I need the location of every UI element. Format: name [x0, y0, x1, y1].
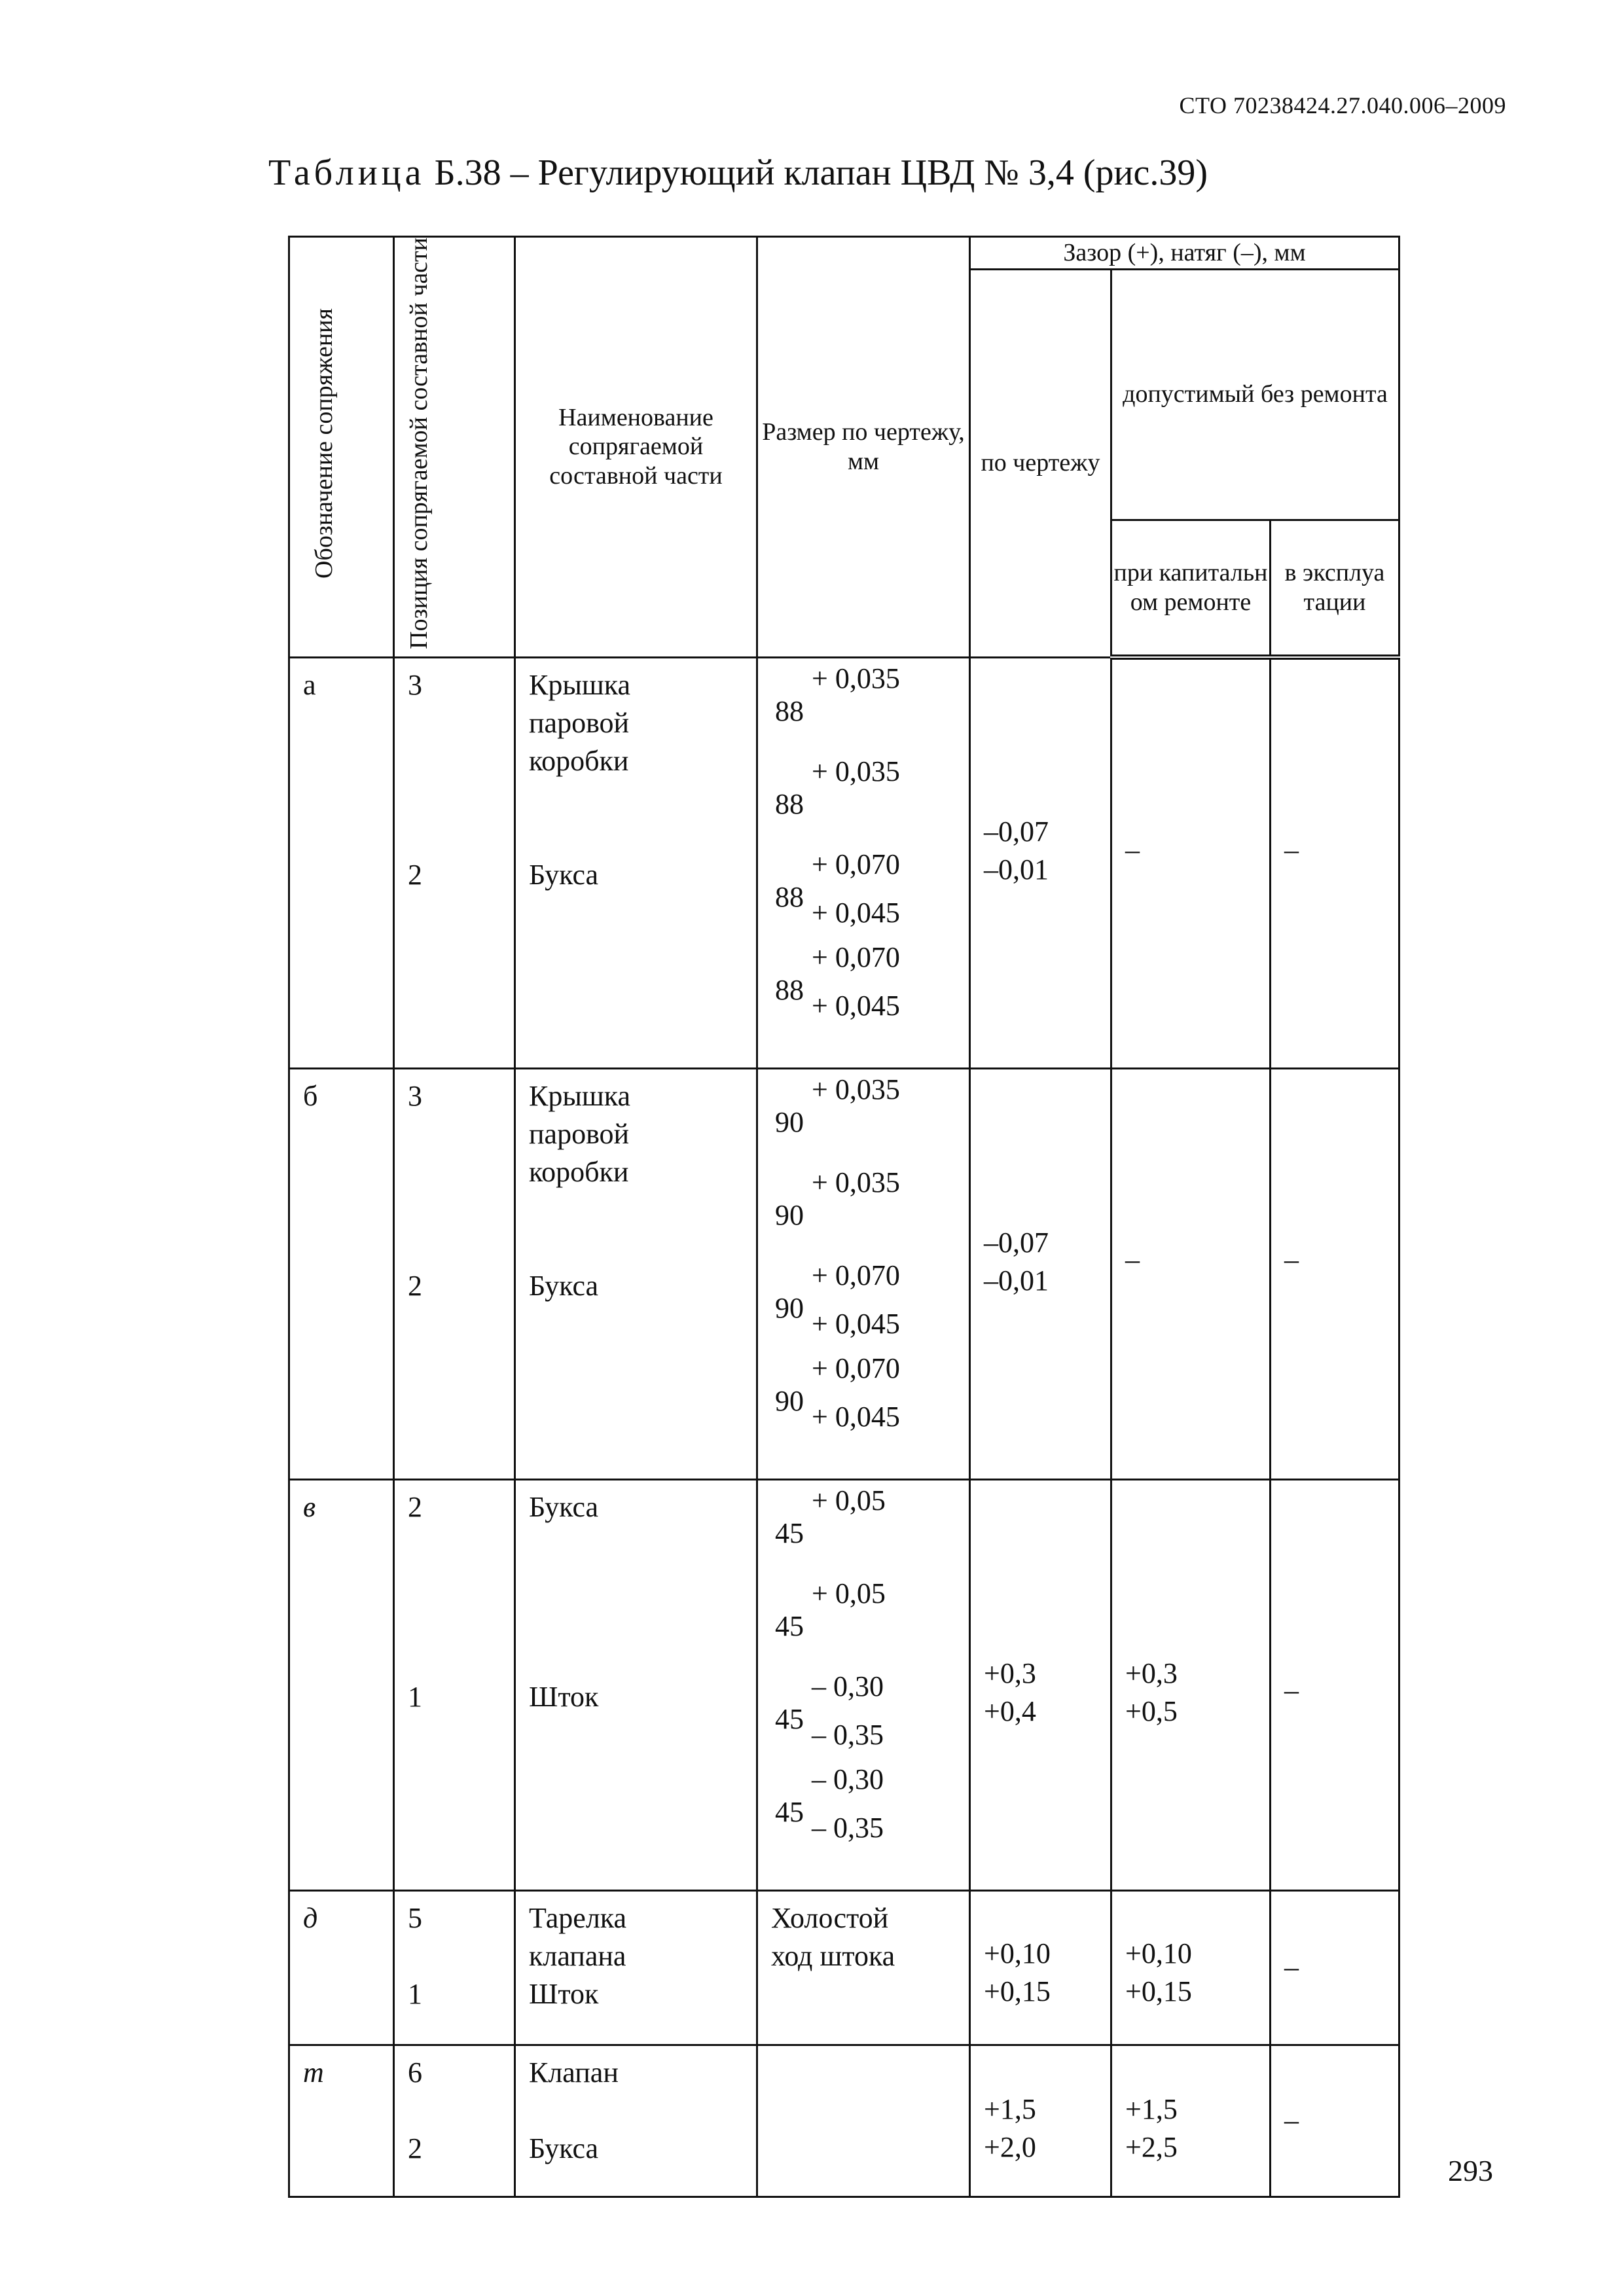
cell-by-drawing: +0,10 +0,15: [970, 1890, 1111, 2045]
header-size: Размер по чертежу, мм: [757, 237, 970, 658]
cell-name: Крышка паровой коробки Букса: [515, 657, 757, 1068]
cell-capital: –: [1111, 657, 1271, 1068]
cell-position: 3 2: [394, 657, 515, 1068]
cell-operation: –: [1271, 2045, 1399, 2197]
header-by-drawing: по чертежу: [970, 270, 1111, 658]
header-operation: в эксплуа тации: [1271, 520, 1399, 657]
table-row: [289, 1890, 1399, 2045]
cell-capital: +0,10 +0,15: [1111, 1890, 1271, 2045]
header-capital: при капитальн ом ремонте: [1111, 520, 1271, 657]
cell-size: 88 + 0,035 88 + 0,035 88 + 0,070 + 0,045 88 + 0,070 + 0,045: [757, 657, 970, 1068]
cell-position: 6 2: [394, 2045, 515, 2197]
cell-by-drawing: –0,07 –0,01: [970, 1068, 1111, 1479]
cell-position: 2 1: [394, 1479, 515, 1890]
cell-designation: д: [289, 1890, 394, 2045]
document-code: СТО 70238424.27.040.006–2009: [1179, 92, 1506, 118]
cell-operation: –: [1271, 1068, 1399, 1479]
header-gap: Зазор (+), натяг (–), мм: [970, 237, 1399, 270]
cell-designation: в: [289, 1479, 394, 1890]
cell-name: Крышка паровой коробки Букса: [515, 1068, 757, 1479]
table-title-text: Б.38 – Регулирующий клапан ЦВД № 3,4 (рис.39): [434, 152, 1208, 193]
cell-name: Тарелка клапана Шток: [515, 1890, 757, 2045]
cell-designation: а: [289, 657, 394, 1068]
cell-size: [757, 2045, 970, 2197]
data-table: [288, 236, 1400, 2198]
cell-by-drawing: +0,3 +0,4: [970, 1479, 1111, 1890]
table-row: [289, 1479, 1399, 1890]
cell-capital: –: [1111, 1068, 1271, 1479]
page-number: 293: [1448, 2154, 1493, 2187]
cell-position: 3 2: [394, 1068, 515, 1479]
cell-operation: –: [1271, 1890, 1399, 2045]
header-allowed: допустимый без ремонта: [1111, 270, 1399, 520]
header-designation: Обозначение сопряжения: [289, 237, 394, 658]
cell-by-drawing: –0,07 –0,01: [970, 657, 1111, 1068]
cell-designation: т: [289, 2045, 394, 2197]
cell-by-drawing: +1,5 +2,0: [970, 2045, 1111, 2197]
cell-name: Клапан Букса: [515, 2045, 757, 2197]
table-row: [289, 657, 1399, 1068]
header-position: Позиция сопрягаемой составной части: [394, 237, 515, 658]
cell-capital: +1,5 +2,5: [1111, 2045, 1271, 2197]
cell-size: 45 + 0,05 45 + 0,05 45 – 0,30 – 0,35 45 – 0,30 – 0,35: [757, 1479, 970, 1890]
cell-size: 90 + 0,035 90 + 0,035 90 + 0,070 + 0,045 90 + 0,070 + 0,045: [757, 1068, 970, 1479]
table-row: [289, 2045, 1399, 2197]
cell-size: Холостой ход штока: [757, 1890, 970, 2045]
cell-operation: –: [1271, 1479, 1399, 1890]
table-row: [289, 1068, 1399, 1479]
cell-operation: –: [1271, 657, 1399, 1068]
cell-position: 5 1: [394, 1890, 515, 2045]
cell-capital: +0,3 +0,5: [1111, 1479, 1271, 1890]
table-title: [268, 152, 1208, 194]
header-name: Наименование сопрягаемой составной части: [515, 237, 757, 658]
cell-name: Букса Шток: [515, 1479, 757, 1890]
cell-designation: б: [289, 1068, 394, 1479]
table-title-prefix: Таблица: [268, 152, 425, 193]
